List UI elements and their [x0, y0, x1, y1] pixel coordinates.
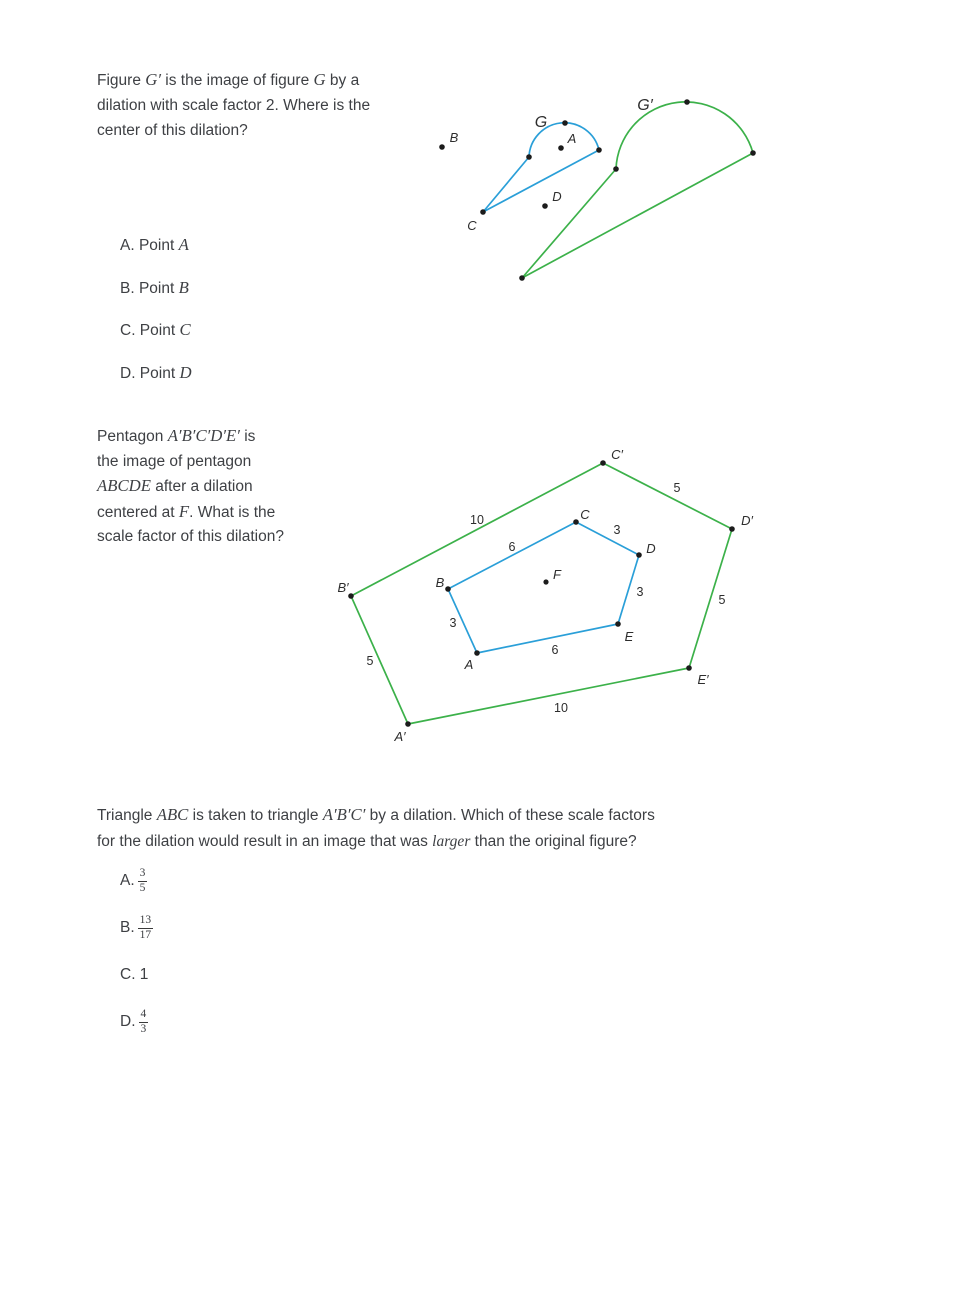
vertex-e-prime-label: E′: [697, 672, 709, 687]
option-a: A. Point A: [120, 235, 189, 254]
point-c-label: C: [467, 218, 477, 233]
question-2-line: ABCDE after a dilation: [97, 476, 253, 496]
vertex-d-dot: [636, 552, 642, 558]
vertex-c-prime-label: C′: [611, 447, 623, 462]
side-bp-cp-length: 10: [470, 513, 484, 527]
question-1-line: Figure G′ is the image of figure G by a: [97, 70, 360, 89]
figure-g-prime-label: G′: [637, 97, 653, 114]
question-2-line: centered at F. What is the: [97, 501, 276, 521]
question-1-text: [97, 67, 437, 143]
vertex-e-dot: [615, 621, 621, 627]
question-2-line: scale factor of this dilation?: [97, 528, 284, 546]
option-b: B. Point B: [120, 277, 189, 297]
center-f-label: F: [553, 567, 561, 582]
point-a-dot: [558, 145, 564, 151]
option-b: B. $\frac{13}{17}$: [120, 913, 152, 941]
option-c: C. Point C: [120, 320, 191, 339]
vertex-b-dot: [445, 586, 451, 592]
figure-g-label: G: [534, 114, 548, 131]
point-b-label: B: [449, 130, 459, 145]
question-3-text: [97, 802, 887, 854]
side-cd-length: 3: [613, 523, 621, 537]
side-dp-ep-length: 5: [718, 593, 726, 607]
side-ap-bp-length: 5: [366, 654, 374, 668]
point-d-label: D: [552, 189, 562, 204]
vertex-b-prime-dot: [348, 593, 354, 599]
question-1-line: center of this dilation?: [97, 122, 248, 139]
fraction: $\frac{13}{17}$: [139, 913, 152, 941]
fraction: $\frac{4}{3}$: [140, 1007, 147, 1035]
question-1-options: [120, 232, 192, 402]
option-a: A. $\frac{3}{5}$: [120, 866, 146, 894]
option-c: C. 1: [120, 966, 149, 983]
vertex-a-prime-dot: [405, 721, 411, 727]
side-de-length: 3: [636, 585, 644, 599]
vertex-e-prime-dot: [686, 665, 692, 671]
pentagon-original-outline: [448, 522, 639, 653]
g-arc-left-dot: [526, 154, 532, 160]
center-f-dot: [543, 579, 548, 584]
question-3-options: [120, 866, 153, 1054]
vertex-d-prime-label: D′: [741, 513, 753, 528]
question-2-line: the image of pentagon: [97, 452, 252, 470]
fraction: $\frac{3}{5}$: [139, 866, 146, 894]
question-1-line: dilation with scale factor 2. Where is the: [97, 97, 371, 114]
side-ea-length: 6: [551, 643, 559, 657]
point-d-dot: [542, 203, 548, 209]
pentagon-image-outline: [351, 463, 732, 724]
vertex-c-prime-dot: [600, 460, 606, 466]
vertex-e-label: E: [624, 629, 634, 644]
point-a-label: A: [567, 131, 577, 146]
vertex-a-label: A: [464, 657, 474, 672]
side-ep-ap-length: 10: [554, 701, 568, 715]
option-d: D. $\frac{4}{3}$: [120, 1007, 147, 1035]
vertex-c-dot: [573, 519, 579, 525]
g-arc-top-dot: [562, 120, 568, 126]
question-3-line: for the dilation would result in an image that was larger than the original figure?: [97, 832, 637, 850]
dilation-figure-g: [430, 85, 775, 295]
vertex-d-label: D: [646, 541, 656, 556]
question-3-line: Triangle ABC is taken to triangle A′B′C′ by a dilation. Which of these scale factors: [97, 805, 655, 824]
point-b-dot: [439, 144, 445, 150]
question-2-text: [97, 424, 347, 550]
side-cp-dp-length: 5: [673, 481, 681, 495]
option-d: D. Point D: [120, 362, 192, 382]
vertex-c-label: C: [580, 507, 590, 522]
side-bc-length: 6: [508, 540, 516, 554]
g-prime-arc-left-dot: [613, 166, 619, 172]
g-prime-arc-top-dot: [684, 99, 690, 105]
vertex-a-prime-label: A′: [394, 729, 406, 744]
g-arc-right-dot: [596, 147, 602, 153]
g-prime-vertex-dot: [519, 275, 525, 281]
point-c-dot: [480, 209, 486, 215]
pentagon-dilation-figure: [335, 440, 765, 750]
figure-g-outline: [483, 123, 599, 212]
side-ab-length: 3: [449, 616, 457, 630]
vertex-b-label: B: [435, 575, 445, 590]
question-2-line: Pentagon A′B′C′D′E′ is: [97, 426, 256, 445]
vertex-b-prime-label: B′: [337, 580, 349, 595]
g-prime-arc-right-dot: [750, 150, 756, 156]
vertex-d-prime-dot: [729, 526, 735, 532]
vertex-a-dot: [474, 650, 480, 656]
